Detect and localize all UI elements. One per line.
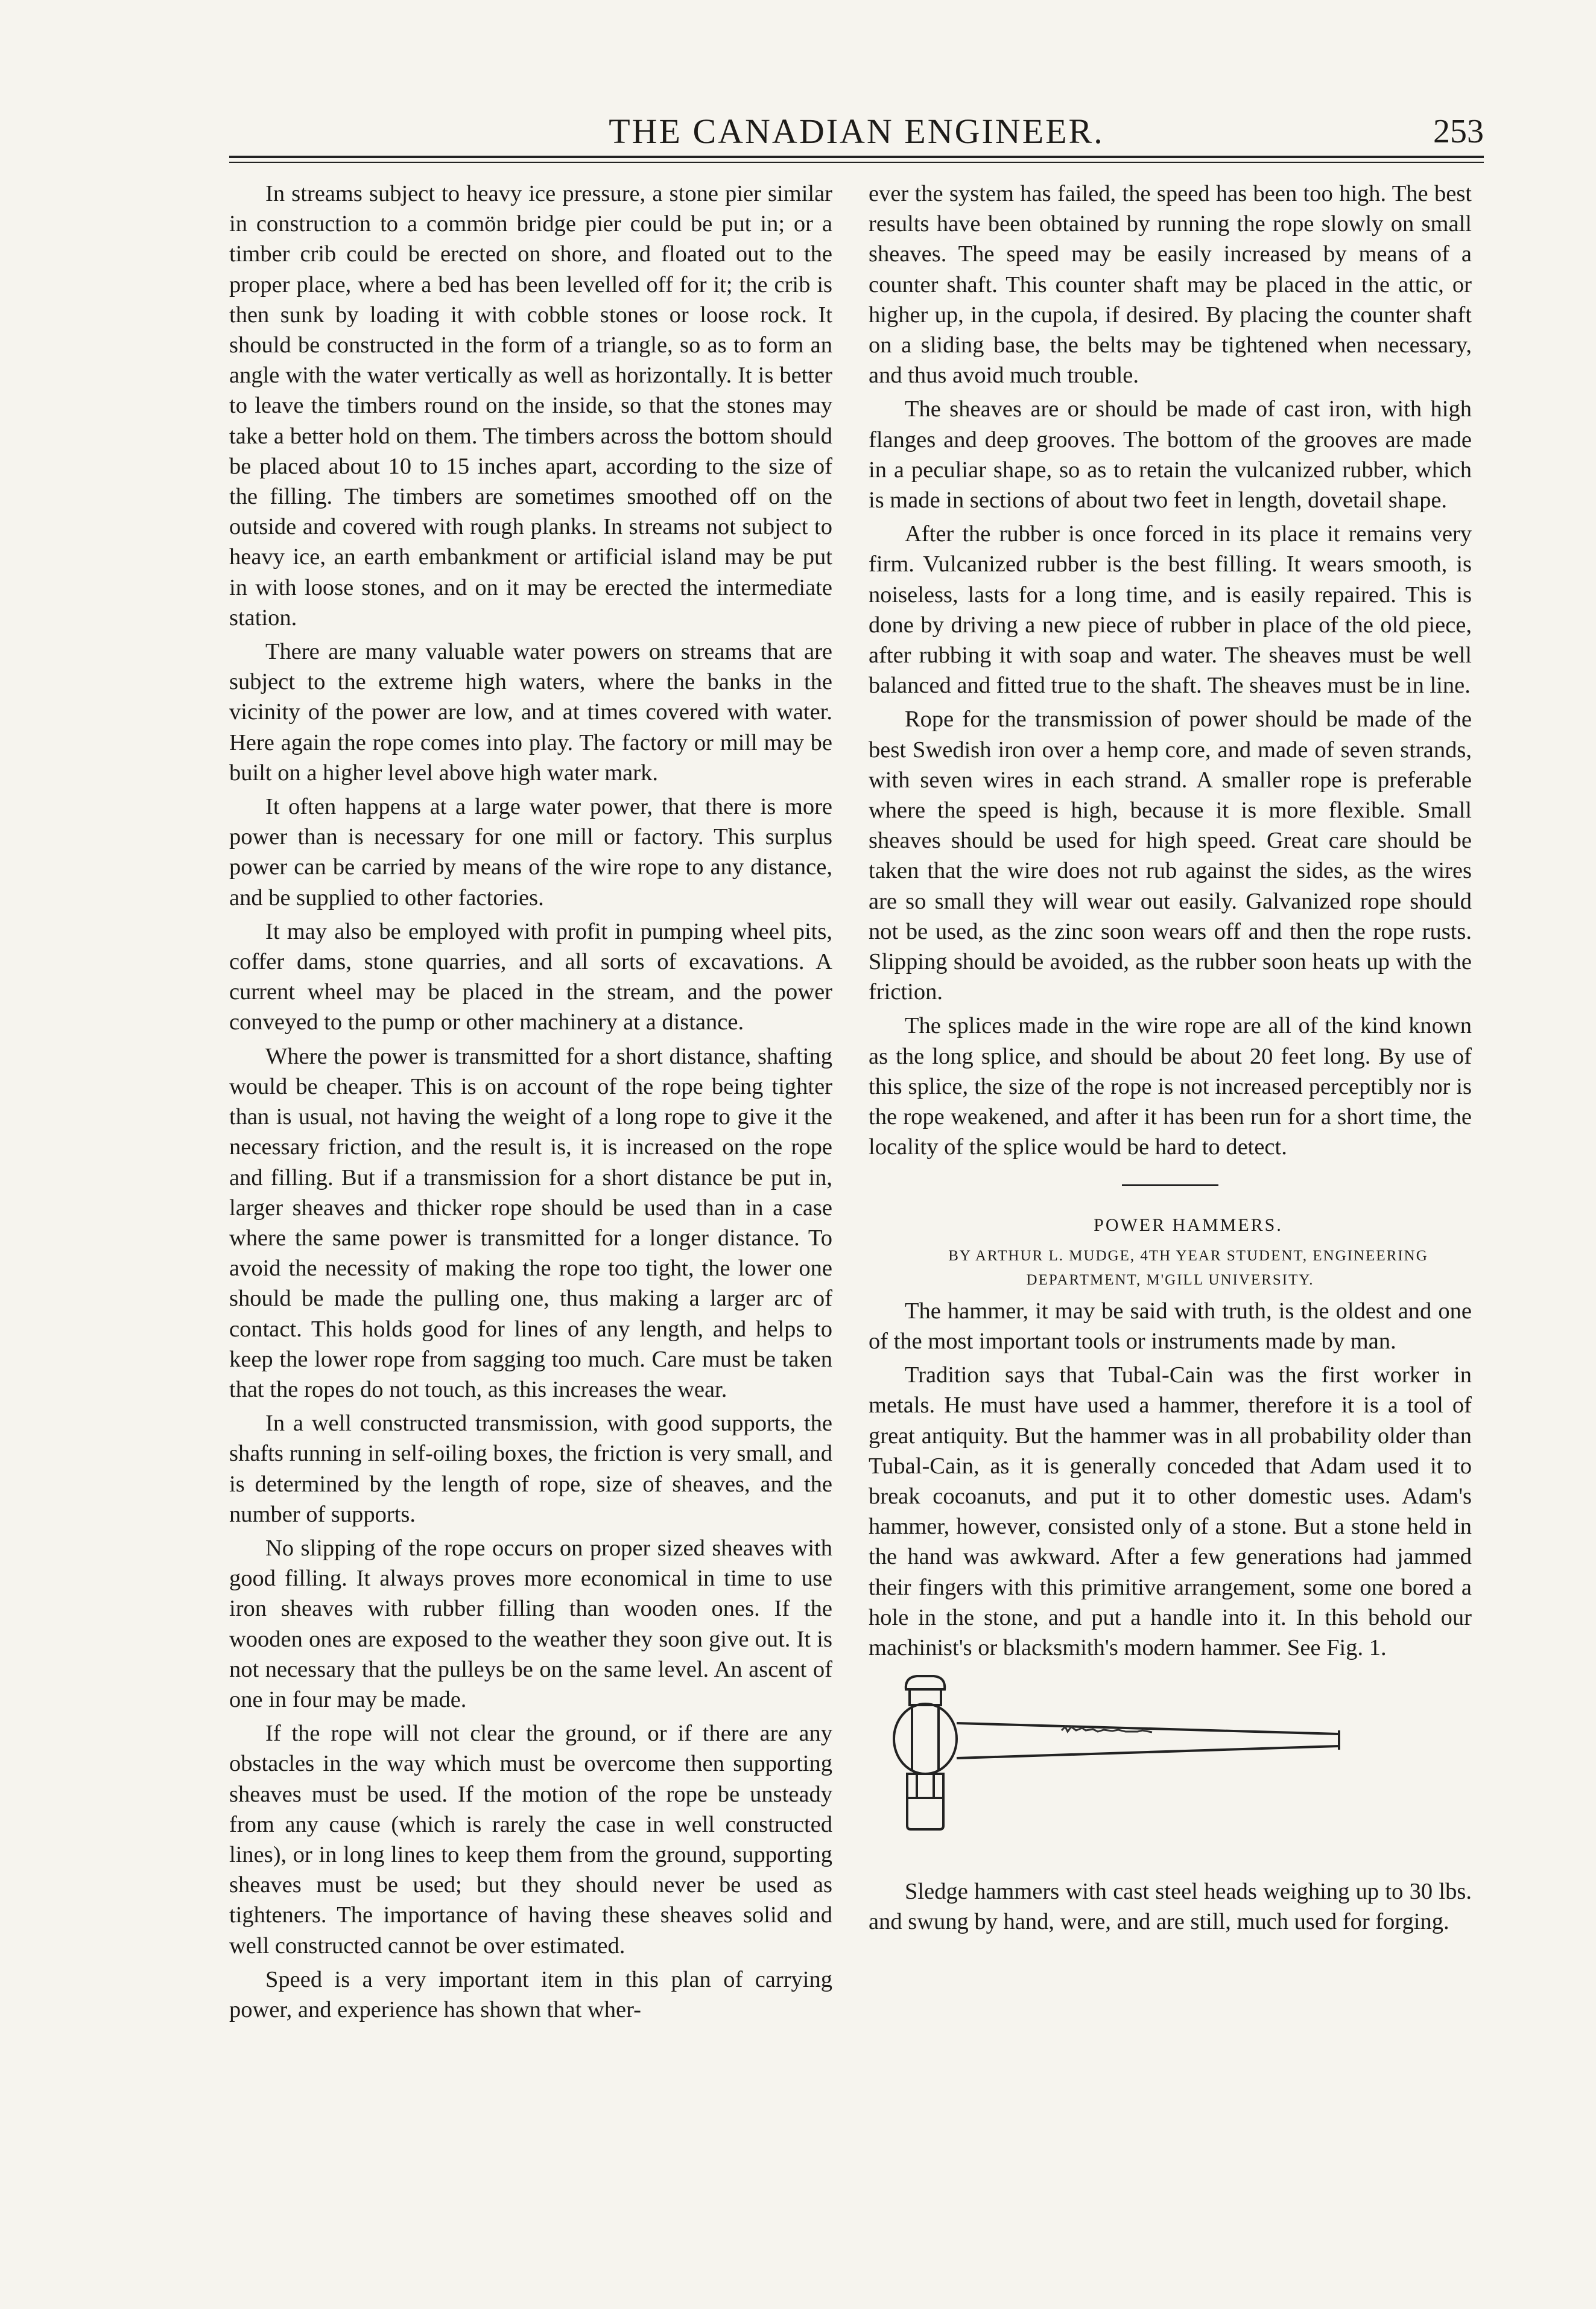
paragraph: No slipping of the rope occurs on proper sized sheaves with good filling. It always proves more economical in time to use iron sheaves with rubber filling than wooden ones. If the wooden ones are exposed to the weather they soon give out. It is not necessary that the pulleys be on the same level. An ascent of one in four may be made.	[229, 1535, 832, 1712]
sledge-hammer-illustration	[869, 1671, 1472, 1870]
section-title: POWER HAMMERS.	[1094, 1215, 1283, 1235]
section-divider	[1122, 1184, 1218, 1186]
paragraph: The sheaves are or should be made of cast iron, with high flanges and deep grooves. The bottom of the grooves are made in a peculiar shape, so as to retain the vulcanized rubber, which is made in sections of about two feet in length, dovetail shape.	[869, 396, 1472, 513]
paragraph: There are many valuable water powers on streams that are subject to the extreme high waters, where the banks in the vicinity of the power are low, and at times covered with water. Here again the rope comes into play. The factory or mill may be built on a higher level above high water mark.	[229, 639, 832, 786]
paragraph: Where the power is transmitted for a short distance, shafting would be cheaper. This is on account of the rope being tighter than is usual, not having the weight of a long rope to give it the necessary friction, and the result is, it is increased on the rope and filling. But if a transmission for a short distance be put in, larger sheaves and thicker rope should be used than in a case where the same power is transmitted for a longer distance. To avoid the necessity of making the rope too tight, the lower one should be made the pulling one, thus making a larger arc of contact. This holds good for lines of any length, and helps to keep the lower rope from sagging too much. Care must be taken that the ropes do not touch, as this increases the wear.	[229, 1043, 832, 1402]
paragraph: Speed is a very important item in this plan of carrying power, and experience has shown that wher-	[229, 1966, 832, 2022]
paragraph: In streams subject to heavy ice pressure, a stone pier similar in construction to a commön bridge pier could be put in; or a timber crib could be erected on shore, and floated out to the proper place, where a bed has been levelled off for it; the crib is then sunk by loading it with cobble stones or loose rock. It should be constructed in the form of a triangle, so as to form an angle with the water vertically as well as horizontally. It is better to leave the timbers round on the inside, so that the stones may take a better hold on them. The timbers across the bottom should be placed about 10 to 15 inches apart, according to the size of the filling. The timbers are sometimes smoothed off on the outside and covered with rough planks. In streams not subject to heavy ice, an earth embankment or artificial island may be put in with loose stones, and on it may be erected the intermediate station.	[229, 181, 832, 630]
right-column	[869, 179, 1472, 1941]
page-number: 253	[1433, 113, 1484, 150]
hammer-figure	[869, 1671, 1472, 1870]
paragraph: The hammer, it may be said with truth, is the oldest and one of the most important tools or instruments made by man.	[869, 1298, 1472, 1354]
paragraph: It may also be employed with profit in pumping wheel pits, coffer dams, stone quarries, and all sorts of excavations. A current wheel may be placed in the stream, and the power conveyed to the pump or other machinery at a distance.	[229, 918, 832, 1035]
paragraph: If the rope will not clear the ground, or if there are any obstacles in the way which must be overcome then supporting sheaves must be used. If the motion of the rope be unsteady from any cause (which is rarely the case in well constructed lines), or in long lines to keep them from the ground, supporting sheaves must be used; but they should never be used as tighteners. The importance of having these sheaves solid and well constructed cannot be over estimated.	[229, 1721, 832, 1958]
paragraph: Tradition says that Tubal-Cain was the first worker in metals. He must have used a hammer, therefore it is a tool of great antiquity. But the hammer was in all probability older than Tubal-Cain, as it is generally conceded that Adam used it to break cocoanuts, and put it to other domestic uses. Adam's hammer, however, consisted only of a stone. But a stone held in the hand was awkward. After a few generations had jammed their fingers with this primitive arrangement, some one bored a hole in the stone, and put a handle into it. In this behold our machinist's or blacksmith's modern hammer. See Fig. 1.	[869, 1362, 1472, 1660]
header-rule-thin	[229, 162, 1484, 163]
paragraph: After the rubber is once forced in its place it remains very firm. Vulcanized rubber is the best filling. It wears smooth, is noiseless, lasts for a long time, and is easily repaired. This is done by driving a new piece of rubber in place of the old piece, after rubbing it with soap and water. The sheaves must be well balanced and fitted true to the shaft. The sheaves must be in line.	[869, 521, 1472, 699]
article-byline: BY ARTHUR L. MUDGE, 4TH YEAR STUDENT, ENGINEERING DEPARTMENT, M'GILL UNIVERSITY.	[948, 1247, 1428, 1288]
paragraph: It often happens at a large water power, that there is more power than is necessary for one mill or factory. This surplus power can be carried by means of the wire rope to any distance, and be supplied to other factories.	[229, 794, 832, 910]
paragraph: Rope for the transmission of power should be made of the best Swedish iron over a hemp core, and made of seven strands, with seven wires in each strand. A smaller rope is preferable where the speed is high, because it is more flexible. Small sheaves should be used for high speed. Great care should be taken that the wire does not rub against the sides, as the wires are so small they will wear out easily. Galvanized rope should not be used, as the zinc soon wears off and then the rope rusts. Slipping should be avoided, as the rubber soon heats up with the friction.	[869, 707, 1472, 1005]
paragraph: ever the system has failed, the speed has been too high. The best results have been obtained by running the rope slowly on small sheaves. The speed may be easily increased by means of a counter shaft. This counter shaft may be placed in the attic, or higher up, in the cupola, if desired. By placing the counter shaft on a sliding base, the belts may be tightened when necessary, and thus avoid much trouble.	[869, 181, 1472, 389]
header-rule-thick	[229, 156, 1484, 158]
paragraph: In a well constructed transmission, with good supports, the shafts running in self-oiling boxes, the friction is very small, and is determined by the length of rope, size of sheaves, and the number of supports.	[229, 1411, 832, 1527]
journal-title: THE CANADIAN ENGINEER.	[609, 112, 1104, 151]
paragraph: Sledge hammers with cast steel heads weighing up to 30 lbs. and swung by hand, were, and are still, much used for forging.	[869, 1879, 1472, 1935]
page-header	[229, 107, 1484, 156]
paragraph: The splices made in the wire rope are all of the kind known as the long splice, and should be about 20 feet long. By use of this splice, the size of the rope is not increased perceptibly nor is the rope weakened, and after it has been run for a short time, the locality of the splice would be hard to detect.	[869, 1013, 1472, 1160]
left-column	[229, 179, 832, 2028]
